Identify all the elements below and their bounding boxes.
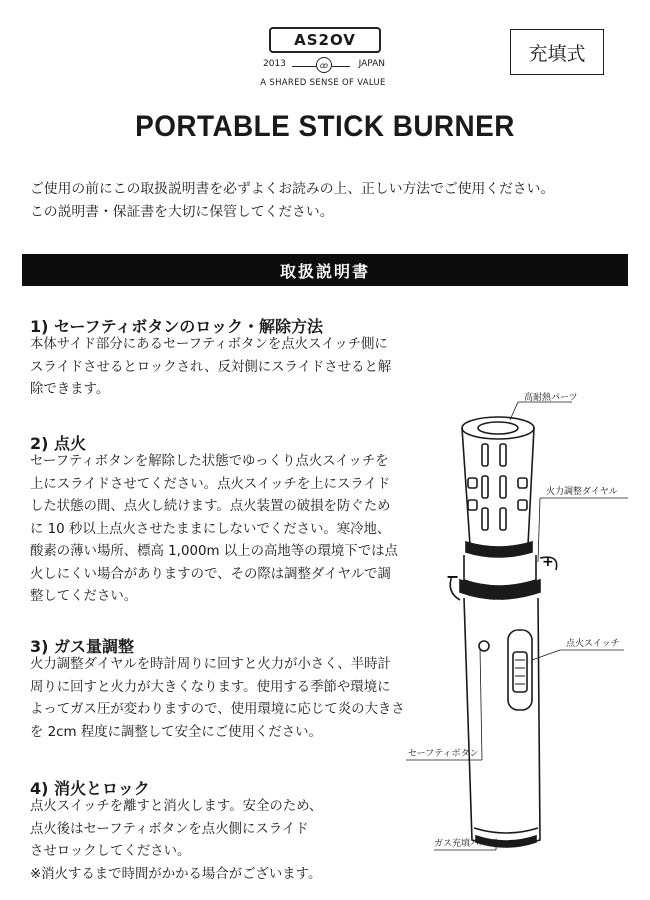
page-title: PORTABLE STICK BURNER [135,110,515,143]
callout-heat-part: 高耐熱パーツ [524,393,578,403]
logo-rule-right [332,66,350,67]
body-line: に 10 秒以上点火させたままにしないでください。寒冷地、 [30,521,391,537]
body-line: 点火スイッチを離すと消火します。安全のため、 [30,799,323,814]
body-line: 上にスライドさせてください。点火スイッチを上にスライド [30,476,391,492]
logo-subline [259,56,387,74]
intro-line: ご使用の前にこの取扱説明書を必ずよくお読みの上、正しい方法でご使用ください。 [30,181,555,197]
flame-dial [464,555,536,586]
section-body [30,796,322,886]
body-line: 火力調整ダイヤルを時計周りに回すと火力が小さく、半時計 [30,657,391,672]
body-line: 火しにくい場合がありますので、その際は調整ダイヤルで調 [30,566,391,582]
vent-slots [468,444,527,530]
section-body [30,654,405,744]
body-line: よってガス圧が変わりますので、使用環境に応じて炎の大きさ [30,702,405,717]
burner-body [464,598,540,845]
burner-top-rim [462,417,534,439]
logo-rule-left [292,66,316,67]
callout-dial: 火力調整ダイヤル [546,487,618,497]
body-line: 点火後はセーフティボタンを点火側にスライド [30,821,309,837]
section-body [30,451,398,609]
plus-sign: + [542,554,554,570]
logo-mark-icon: ꝏ [316,57,332,73]
burner-diagram [400,380,650,880]
manual-banner: 取扱説明書 [22,254,628,286]
section-heading: 3) ガス量調整 [30,637,135,656]
body-line: 本体サイド部分にあるセーフティボタンを点火スイッチ側に [30,337,388,352]
body-line: させロックしてください。 [30,844,191,859]
section-body [30,334,391,402]
brand-logo [269,27,381,53]
body-line: した状態の間、点火し続けます。点火装置の破損を防ぐため [30,499,391,514]
ignition-switch [508,630,532,710]
section-heading: 4) 消火とロック [30,779,150,798]
section-heading: 2) 点火 [30,434,87,453]
section-heading: 1) セーフティボタンのロック・解除方法 [30,317,323,336]
body-line: セーフティボタンを解除した状態でゆっくり点火スイッチを [30,454,389,469]
body-line: スライドさせるとロックされ、反対側にスライドさせると解 [30,359,392,375]
callout-valve: ガス充填バルブ [434,839,498,849]
logo-year: 2013 [263,59,286,69]
callout-safety: セーフティボタン [408,749,479,759]
intro-text [30,178,554,224]
callout-switch: 点火スイッチ [566,639,620,649]
logo-country: JAPAN [358,59,385,69]
body-line: を 2cm 程度に調整して安全にご使用ください。 [30,724,322,740]
burner-nozzle [478,422,518,434]
refill-type-badge: 充填式 [510,29,604,75]
brand-name: AS2OV [294,31,356,49]
intro-line: この説明書・保証書を大切に保管してください。 [30,204,334,220]
brand-tagline: A SHARED SENSE OF VALUE [260,78,386,88]
body-line: 除できます。 [30,382,110,397]
minus-sign: − [446,567,460,586]
body-line: 整してください。 [30,589,138,604]
safety-button [479,641,489,651]
body-line: ※消火するまで時間がかかる場合がございます。 [30,866,322,882]
body-line: 周りに回すと火力が大きくなります。使用する季節や環境に [30,679,391,695]
body-line: 酸素の薄い場所、標高 1,000m 以上の高地等の環境下では点 [30,544,398,559]
